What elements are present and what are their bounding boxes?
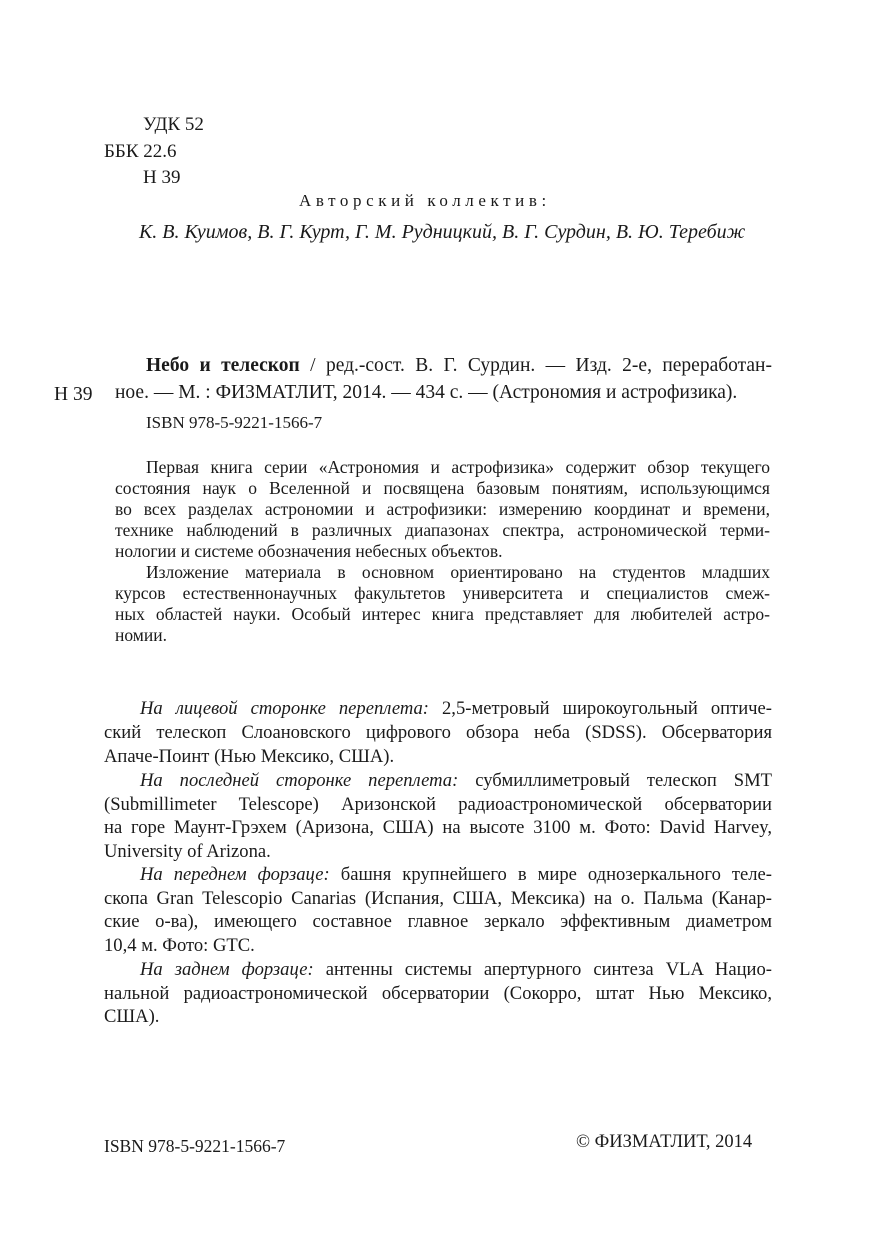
bbk-code: ББК 22.6 (104, 141, 177, 162)
back-cover-note-line-3: на горе Маунт-Грэхем (Аризона, США) на высоте 3100 м. Фото: David Harvey, (104, 817, 772, 838)
reference-line-1 (146, 352, 772, 379)
reference-line-2: ное. — М. : ФИЗМАТЛИТ, 2014. — 434 с. — (Астрономия и астрофизика). (115, 382, 738, 403)
annotation-line: Первая книга серии «Астрономия и астрофизика» содержит обзор текущего (146, 457, 770, 477)
annotation-line: технике наблюдений в различных диапазонах спектра, астрономической терми- (115, 520, 770, 540)
copyright: © ФИЗМАТЛИТ, 2014 (576, 1132, 753, 1152)
book-title: Небо и телескоп (146, 355, 300, 376)
front-endpaper-note-line-2: скопа Gran Telescopio Canarias (Испания, США, Мексика) на о. Пальма (Канар- (104, 888, 772, 909)
annotation-line: Изложение материала в основном ориентировано на студентов младших (146, 562, 770, 582)
back-endpaper-note-line-2: нальной радиоастрономической обсерватории (Сокорро, штат Нью Мексико, (104, 983, 772, 1004)
authors-list: К. В. Куимов, В. Г. Курт, Г. М. Рудницкий, В. Г. Сурдин, В. Ю. Теребиж (139, 221, 746, 243)
back-endpaper-label: На заднем форзаце: (140, 959, 314, 980)
front-endpaper-note-line-3: ские о-ва), имеющего составное главное зеркало эффективным диаметром (104, 911, 772, 932)
authors-heading: Авторский коллектив: (299, 191, 551, 210)
annotation-line: во всех разделах астрономии и астрофизики: измерению координат и времени, (115, 499, 770, 519)
back-cover-note-line-4: University of Arizona. (104, 841, 271, 862)
front-endpaper-label: На переднем форзаце: (140, 864, 330, 885)
back-endpaper-note-line-1 (140, 958, 772, 982)
reference-code: Н 39 (54, 384, 93, 405)
back-endpaper-text: антенны системы апертурного синтеза VLA Нацио- (313, 959, 772, 980)
reference-line-1-rest: / ред.-сост. В. Г. Сурдин. — Изд. 2-е, переработан- (299, 355, 772, 376)
annotation-line: номии. (115, 625, 167, 645)
front-cover-note-line-2: ский телескоп Слоановского цифрового обзора неба (SDSS). Обсерватория (104, 722, 772, 743)
front-cover-text: 2,5-метровый широкоугольный оптиче- (429, 698, 772, 719)
annotation-line: ных областей науки. Особый интерес книга представляет для любителей астро- (115, 604, 770, 624)
back-cover-note-line-2: (Submillimeter Telescope) Аризонской радиоастрономической обсерватории (104, 794, 772, 815)
back-cover-note-line-1 (140, 769, 772, 793)
back-cover-text: субмиллиметровый телескоп SMT (458, 770, 772, 791)
front-cover-note-line-3: Апаче-Поинт (Нью Мексико, США). (104, 746, 395, 767)
reference-isbn: ISBN 978-5-9221-1566-7 (146, 413, 323, 432)
front-endpaper-note-line-1 (140, 863, 772, 887)
front-endpaper-note-line-4: 10,4 м. Фото: GTC. (104, 935, 255, 956)
udk-code: УДК 52 (143, 114, 204, 135)
front-cover-note-line-1 (140, 697, 772, 721)
footer-isbn: ISBN 978-5-9221-1566-7 (104, 1136, 286, 1156)
annotation-line: нологии и системе обозначения небесных объектов. (115, 541, 503, 561)
front-endpaper-text: башня крупнейшего в мире однозеркального теле- (329, 864, 772, 885)
author-mark: Н 39 (143, 167, 181, 188)
back-cover-label: На последней сторонке переплета: (140, 770, 459, 791)
front-cover-label: На лицевой сторонке переплета: (140, 698, 429, 719)
annotation-line: курсов естественнонаучных факультетов университета и специалистов смеж- (115, 583, 770, 603)
back-endpaper-note-line-3: США). (104, 1006, 160, 1027)
annotation-line: состояния наук о Вселенной и посвящена базовым понятиям, использующимся (115, 478, 770, 498)
